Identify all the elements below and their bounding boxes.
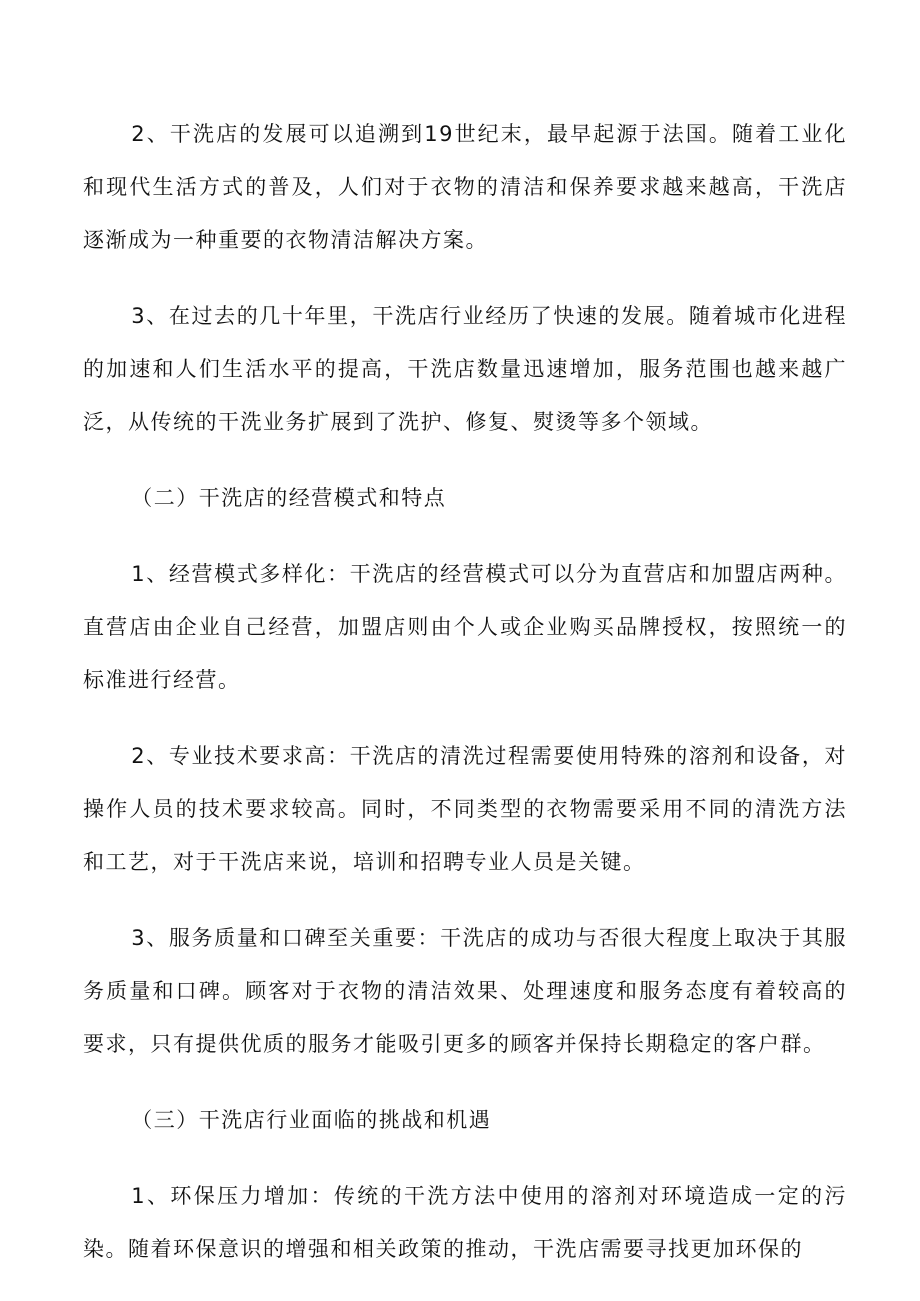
section-heading-business-model: （二）干洗店的经营模式和特点	[131, 486, 447, 510]
section-heading-challenges: （三）干洗店行业面临的挑战和机遇	[131, 1108, 492, 1132]
paragraph-technical-requirements: 2、专业技术要求高：干洗店的清洗过程需要使用特殊的溶剂和设备，对操作人员的技术要求较高。同时，不同类型的衣物需要采用不同的清洗方法和工艺，对于干洗店来说，培训和招聘专业人员是关键。	[83, 744, 847, 874]
document-body	[83, 108, 847, 1299]
paragraph-origin: 2、干洗店的发展可以追溯到19世纪末，最早起源于法国。随着工业化和现代生活方式的普及，人们对于衣物的清洁和保养要求越来越高，干洗店逐渐成为一种重要的衣物清洁解决方案。	[83, 122, 847, 252]
paragraph-environmental-pressure: 1、环保压力增加：传统的干洗方法中使用的溶剂对环境造成一定的污染。随着环保意识的增强和相关政策的推动，干洗店需要寻找更加环保的	[83, 1184, 847, 1261]
paragraph-diverse-models: 1、经营模式多样化：干洗店的经营模式可以分为直营店和加盟店两种。直营店由企业自己经营，加盟店则由个人或企业购买品牌授权，按照统一的标准进行经营。	[83, 562, 847, 692]
paragraph-growth: 3、在过去的几十年里，干洗店行业经历了快速的发展。随着城市化进程的加速和人们生活水平的提高，干洗店数量迅速增加，服务范围也越来越广泛，从传统的干洗业务扩展到了洗护、修复、熨烫等多个领域。	[83, 304, 847, 434]
paragraph-service-quality: 3、服务质量和口碑至关重要：干洗店的成功与否很大程度上取决于其服务质量和口碑。顾客对于衣物的清洁效果、处理速度和服务态度有着较高的要求，只有提供优质的服务才能吸引更多的顾客并保持长期稳定的客户群。	[83, 926, 847, 1056]
